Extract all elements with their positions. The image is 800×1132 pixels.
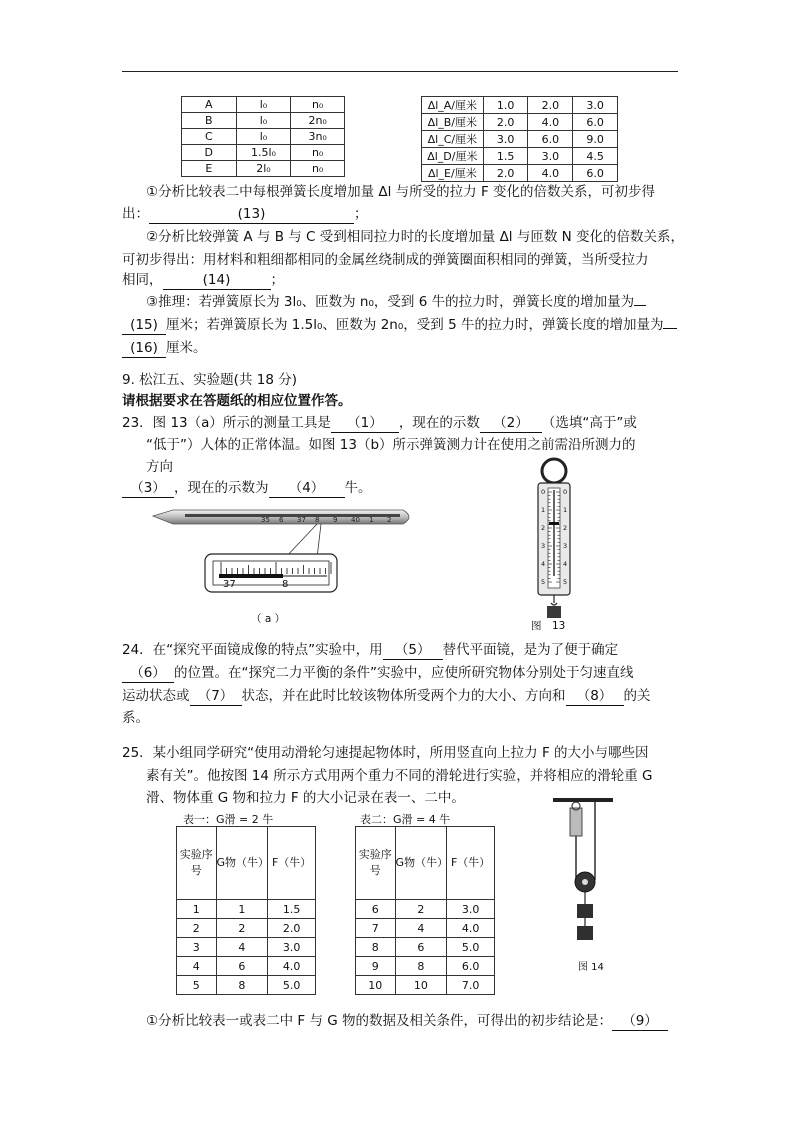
table-one-header-row	[177, 827, 316, 900]
elongation-cell: 3.0	[528, 148, 573, 165]
q24-line1: 24．在“探究平面镜成像的特点”实验中，用 （5） 替代平面镜，是为了便于确定	[122, 642, 619, 658]
table-one-header: 实验序号	[177, 827, 217, 900]
blank-15: (15)	[122, 316, 166, 335]
figure-14-caption: 图 14	[578, 962, 604, 973]
thermometer-scale-label: 1	[369, 516, 374, 524]
blank-2: （2）	[480, 414, 542, 433]
q2-line2: 可初步得出：用材料和粗细都相同的金属丝绕制成的弹簧圈面积相同的弹簧，当所受拉力	[122, 252, 649, 268]
table-two-row	[356, 938, 495, 957]
table-one-header: G物（牛）	[216, 827, 268, 900]
scale-label: 5	[541, 578, 546, 586]
q25-line2: 素有关”。他按图 14 所示方式用两个重力不同的滑轮进行实验，并将相应的滑轮重 G	[146, 768, 653, 784]
q2-line1: ②分析比较弹簧 A 与 B 与 C 受到相同拉力时的长度增加量 Δl 与匝数 N 变化的倍数关系，	[146, 229, 685, 245]
blank-5: （5）	[383, 641, 443, 660]
q24-line3: 运动状态或 （7） 状态，并在此时比较该物体所受两个力的大小、方向和 （8） 的关	[122, 688, 651, 704]
figure-13-caption: 图 13	[531, 620, 566, 632]
springs-cell: E	[182, 161, 237, 177]
top-rule	[122, 71, 678, 72]
thermometer-scale-label: 2	[387, 516, 392, 524]
table-two-header-row	[356, 827, 495, 900]
table-two-cell: 8	[356, 938, 396, 957]
zoom-label-37: 37	[223, 579, 236, 590]
table-two-cell: 7	[356, 919, 396, 938]
thermometer-scale-label: 40	[351, 516, 360, 524]
table-one-cell: 2	[177, 919, 217, 938]
blank-4: （4）	[269, 479, 345, 498]
scale-label: 3	[563, 542, 568, 550]
q25-line3: 滑、物体重 G 物和拉力 F 的大小记录在表一、二中。	[146, 790, 465, 806]
elongation-cell: 6.0	[528, 131, 573, 148]
blank-13: (13)	[149, 205, 354, 224]
table-two-cell: 5.0	[447, 938, 495, 957]
q24-line4: 系。	[122, 710, 149, 726]
table-two-cell: 3.0	[447, 900, 495, 919]
springs-row	[182, 145, 345, 161]
scale-label: 2	[563, 524, 568, 532]
table-two-header: F（牛）	[447, 827, 495, 900]
q1-line2: 出： (13) ；	[122, 206, 368, 222]
scale-label: 0	[541, 488, 546, 496]
table-two-row	[356, 976, 495, 995]
springs-row	[182, 129, 345, 145]
table-two-cell: 4	[395, 919, 447, 938]
q2-line3: 相同， (14) ；	[122, 272, 284, 288]
scale-label: 4	[541, 560, 546, 568]
springs-cell: 3n₀	[291, 129, 345, 145]
q23-line1: 23．图 13（a）所示的测量工具是 （1） ，现在的示数 （2） （选填“高于”或	[122, 415, 637, 431]
elongation-row	[422, 97, 618, 114]
table-one-caption: 表一：G滑 = 2 牛	[183, 813, 274, 826]
table-two-cell: 10	[356, 976, 396, 995]
blank-1: （1）	[331, 414, 399, 433]
table-one-cell: 1	[216, 900, 268, 919]
elongation-row	[422, 148, 618, 165]
springs-cell: 1.5l₀	[236, 145, 291, 161]
springs-table	[181, 96, 345, 177]
scale-label: 1	[563, 506, 568, 514]
table-one-cell: 2.0	[268, 919, 316, 938]
table-two-header: G物（牛）	[395, 827, 447, 900]
spring-scale-figure	[524, 456, 584, 622]
table-two-row	[356, 919, 495, 938]
springs-row	[182, 97, 345, 113]
table-two-cell: 6.0	[447, 957, 495, 976]
elongation-cell: 9.0	[573, 131, 618, 148]
springs-cell: n₀	[291, 145, 345, 161]
scale-label: 0	[563, 488, 568, 496]
elongation-cell: Δl_B/厘米	[422, 114, 484, 131]
springs-row	[182, 113, 345, 129]
scale-label: 3	[541, 542, 546, 550]
blank-16: (16)	[122, 339, 166, 358]
table-two-cell: 6	[356, 900, 396, 919]
q23-line3: 方向	[146, 459, 173, 475]
figure-a-caption: （ a ）	[251, 613, 286, 625]
q3-line3: (16) 厘米。	[122, 336, 207, 360]
elongation-cell: 6.0	[573, 114, 618, 131]
elongation-cell: Δl_D/厘米	[422, 148, 484, 165]
table-one-row	[177, 957, 316, 976]
springs-cell: n₀	[291, 161, 345, 177]
thermometer-scale-label: 35	[261, 516, 270, 524]
elongation-row	[422, 114, 618, 131]
q25-line1: 25．某小组同学研究“使用动滑轮匀速提起物体时，所用竖直向上拉力 F 的大小与哪些因	[122, 745, 649, 761]
scale-label: 5	[563, 578, 568, 586]
table-two-row	[356, 900, 495, 919]
section-title: 9. 松江五、实验题(共 18 分)	[122, 372, 297, 388]
blank-9: （9）	[612, 1012, 668, 1031]
q23-line2: “低于”）人体的正常体温。如图 13（b）所示弹簧测力计在使用之前需沿所测力的	[146, 437, 636, 453]
springs-cell: C	[182, 129, 237, 145]
elongation-row	[422, 131, 618, 148]
elongation-cell: Δl_A/厘米	[422, 97, 484, 114]
table-two-cell: 4.0	[447, 919, 495, 938]
springs-cell: l₀	[236, 97, 291, 113]
q1-line1: ①分析比较表二中每根弹簧长度增加量 Δl 与所受的拉力 F 变化的倍数关系，可初步得	[146, 184, 656, 200]
table-two-cell: 8	[395, 957, 447, 976]
q25-conclusion: ①分析比较表一或表二中 F 与 G 物的数据及相关条件，可得出的初步结论是： （9）	[146, 1009, 668, 1033]
q23-line4: （3） ，现在的示数为 （4） 牛。	[122, 476, 372, 500]
thermometer-scale-label: 9	[333, 516, 338, 524]
elongation-cell: 4.0	[528, 165, 573, 182]
elongation-cell: Δl_E/厘米	[422, 165, 484, 182]
scale-label: 1	[541, 506, 546, 514]
table-one-cell: 4	[177, 957, 217, 976]
q24-line2: （6） 的位置。在“探究二力平衡的条件”实验中，应使所研究物体分别处于匀速直线	[122, 661, 634, 685]
q3-line1: ③推理：若弹簧原长为 3l₀、匝数为 n₀，受到 6 牛的拉力时，弹簧长度的增加量为	[146, 290, 646, 314]
elongation-cell: 4.5	[573, 148, 618, 165]
table-two-header: 实验序号	[356, 827, 396, 900]
section-instructions: 请根据要求在答题纸的相应位置作答。	[122, 393, 352, 409]
elongation-table	[421, 96, 618, 182]
thermometer-scale-label: 6	[279, 516, 284, 524]
table-two-cell: 2	[395, 900, 447, 919]
elongation-cell: 1.0	[483, 97, 528, 114]
blank-3: （3）	[122, 479, 174, 498]
springs-cell: n₀	[291, 97, 345, 113]
blank-7: （7）	[190, 687, 242, 706]
table-one-cell: 6	[216, 957, 268, 976]
table-two-cell: 7.0	[447, 976, 495, 995]
elongation-cell: 3.0	[483, 131, 528, 148]
table-two-cell: 10	[395, 976, 447, 995]
elongation-cell: 3.0	[573, 97, 618, 114]
elongation-row	[422, 165, 618, 182]
table-one-header: F（牛）	[268, 827, 316, 900]
q3-line2: (15) 厘米；若弹簧原长为 1.5l₀、匝数为 2n₀，受到 5 牛的拉力时，弹簧长度的增加量为	[122, 313, 677, 337]
table-one-cell: 1	[177, 900, 217, 919]
table-one-cell: 8	[216, 976, 268, 995]
elongation-cell: 2.0	[483, 165, 528, 182]
table-one-row	[177, 938, 316, 957]
blank-6: （6）	[122, 664, 174, 683]
table-two-caption: 表二：G滑 = 4 牛	[360, 813, 451, 826]
springs-cell: A	[182, 97, 237, 113]
table-two-row	[356, 957, 495, 976]
pulley-figure	[553, 798, 623, 958]
table-one-cell: 5.0	[268, 976, 316, 995]
table-one-cell: 4.0	[268, 957, 316, 976]
thermometer-figure	[145, 498, 420, 598]
springs-cell: l₀	[236, 113, 291, 129]
table-one-cell: 3.0	[268, 938, 316, 957]
table-one-cell: 3	[177, 938, 217, 957]
table-two	[355, 826, 495, 995]
elongation-cell: 2.0	[483, 114, 528, 131]
thermometer-scale-label: 8	[315, 516, 320, 524]
blank-8: （8）	[566, 687, 624, 706]
blank-14: (14)	[163, 271, 271, 290]
table-one	[176, 826, 316, 995]
springs-cell: D	[182, 145, 237, 161]
scale-label: 2	[541, 524, 546, 532]
zoom-label-8: 8	[282, 579, 289, 590]
springs-cell: B	[182, 113, 237, 129]
thermometer-scale-label: 37	[297, 516, 306, 524]
table-one-row	[177, 900, 316, 919]
scale-label: 4	[563, 560, 568, 568]
springs-cell: 2l₀	[236, 161, 291, 177]
elongation-cell: 1.5	[483, 148, 528, 165]
table-one-cell: 1.5	[268, 900, 316, 919]
table-one-cell: 4	[216, 938, 268, 957]
springs-row	[182, 161, 345, 177]
table-one-row	[177, 976, 316, 995]
elongation-cell: 4.0	[528, 114, 573, 131]
table-one-cell: 5	[177, 976, 217, 995]
elongation-cell: 6.0	[573, 165, 618, 182]
elongation-cell: 2.0	[528, 97, 573, 114]
springs-cell: l₀	[236, 129, 291, 145]
springs-cell: 2n₀	[291, 113, 345, 129]
table-two-cell: 9	[356, 957, 396, 976]
table-one-cell: 2	[216, 919, 268, 938]
table-two-cell: 6	[395, 938, 447, 957]
elongation-cell: Δl_C/厘米	[422, 131, 484, 148]
table-one-row	[177, 919, 316, 938]
